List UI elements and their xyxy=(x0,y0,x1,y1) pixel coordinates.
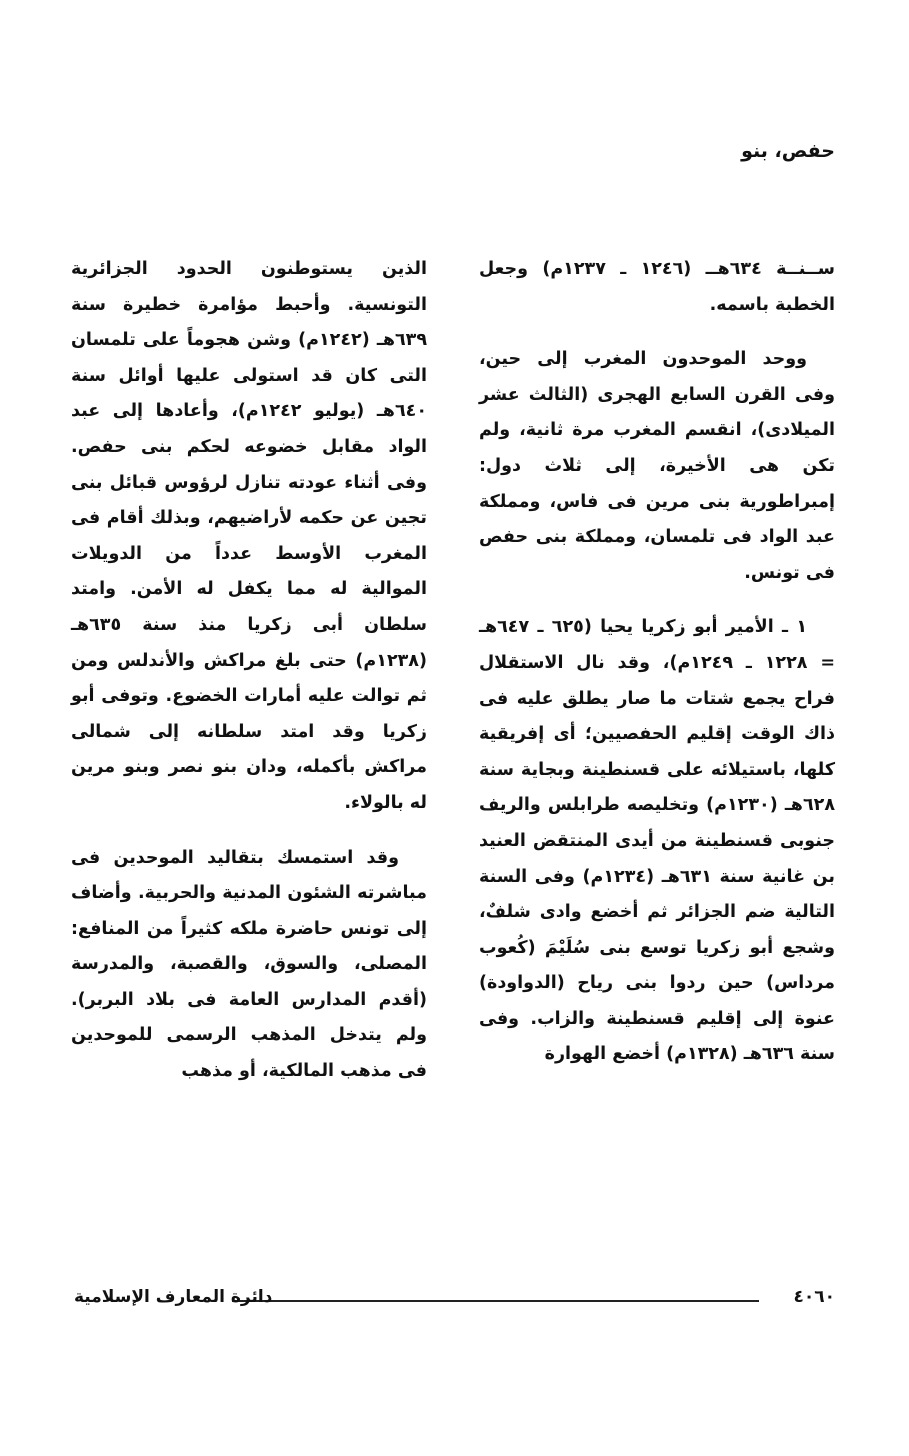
running-title: حفص، بنو xyxy=(741,140,835,162)
footer-rule xyxy=(232,1300,759,1302)
paragraph: وقد استمسك بتقاليد الموحدين فى مباشرته الشئون المدنية والحربية. وأضاف إلى تونس حاضرة ملكه كثيراً من المنافع: المصلى، والسوق، والقصبة، والمدرسة (أقدم المدارس العامة فى بلاد البربر). ولم يتدخل المذهب الرسمى للموحدين فى مذهب المالكية، أو مذهب xyxy=(71,847,427,1082)
page-footer xyxy=(74,1287,835,1317)
paragraph: ووحد الموحدون المغرب إلى حين، وفى القرن السابع الهجرى (الثالث عشر الميلادى)، انقسم المغرب مرة ثانية، ولم تكن هى الأخيرة، إلى ثلاث دول: إمبراطورية بنى مرين فى فاس، ومملكة عبد الواد فى تلمسان، ومملكة بنى حفص فى تونس. xyxy=(479,349,835,583)
paragraph: ســنــة ٦٣٤هــ (١٢٤٦ ـ ١٢٣٧م) وجعل الخطبة باسمه. xyxy=(479,259,836,315)
page-number: ٤٠٦٠ xyxy=(793,1287,835,1307)
encyclopedia-title: دائرة المعارف الإسلامية xyxy=(74,1287,273,1307)
paragraph: الذين يستوطنون الحدود الجزائرية التونسية. وأحبط مؤامرة خطيرة سنة ٦٣٩هـ (١٢٤٢م) وشن هجوماً على تلمسان التى كان قد استولى عليها أوائل سنة ٦٤٠هـ (يوليو ١٢٤٢م)، وأعادها إلى عبد الواد مقابل خضوعه لحكم بنى حفص. وفى أثناء عودته تنازل لرؤوس قبائل بنى تجين عن حكمه لأراضيهم، وبذلك أقام فى المغرب الأوسط عدداً من الدويلات الموالية له مما يكفل له الأمن. وامتد سلطان أبى زكريا منذ سنة ٦٣٥هـ (١٢٣٨م) حتى بلغ مراكش والأندلس ومن ثم توالت عليه أمارات الخضوع. وتوفى أبو زكريا وقد امتد سلطانه إلى شمالى مراكش بأكمله، ودان بنو نصر وبنو مرين له بالولاء. xyxy=(71,259,427,813)
right-column xyxy=(479,252,835,1092)
left-column xyxy=(71,252,427,1109)
paragraph: ١ ـ الأمير أبو زكريا يحيا (٦٢٥ ـ ٦٤٧هـ = ١٢٢٨ ـ ١٢٤٩م)، وقد نال الاستقلال فراح يجمع شتات ما صار يطلق عليه فى ذاك الوقت إقليم الحفصيين؛ أى إفريقية كلها، باستيلائه على قسنطينة وبجاية سنة ٦٢٨هـ (١٢٣٠م) وتخليصه طرابلس والريف جنوبى قسنطينة من أيدى المنتقض العنيد بن غانية سنة ٦٣١هـ (١٢٣٤م) وفى السنة التالية ضم الجزائر ثم أخضع وادى شلفٌ، وشجع أبو زكريا توسع بنى سُلَيْمَ (كُعوب مرداس) حين ردوا بنى رياح (الدواودة) عنوة إلى إقليم قسنطينة والزاب. وفى سنة ٦٣٦هـ (١٣٢٨م) أخضع الهوارة xyxy=(479,617,836,1065)
